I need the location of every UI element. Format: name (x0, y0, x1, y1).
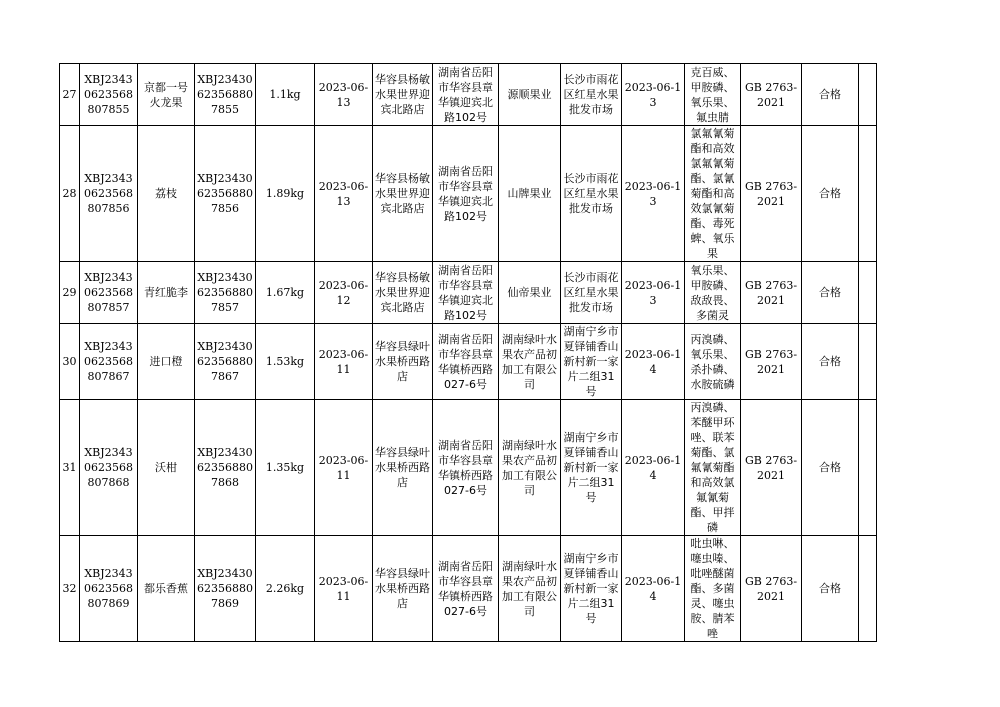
sampling-date: 2023-06-13 (315, 126, 373, 262)
result: 合格 (802, 126, 859, 262)
seller-name: 华容县绿叶水果桥西路店 (373, 324, 433, 400)
sample-number: XBJ23430623568807856 (80, 126, 138, 262)
brand-name: 山牌果业 (499, 126, 561, 262)
origin-address: 湖南宁乡市夏铎铺香山新村新一家片二组31号 (561, 400, 622, 536)
sample-quantity: 2.26kg (256, 536, 315, 642)
origin-address: 湖南宁乡市夏铎铺香山新村新一家片二组31号 (561, 536, 622, 642)
note (859, 262, 877, 324)
origin-address: 湖南宁乡市夏铎铺香山新村新一家片二组31号 (561, 324, 622, 400)
production-date: 2023-06-13 (622, 262, 685, 324)
sampling-date: 2023-06-11 (315, 536, 373, 642)
sampling-date: 2023-06-13 (315, 64, 373, 126)
table-row (60, 126, 877, 262)
product-name: 进口橙 (138, 324, 195, 400)
sample-code: XBJ23430623568807867 (195, 324, 256, 400)
table-row (60, 64, 877, 126)
product-name: 青红脆李 (138, 262, 195, 324)
result: 合格 (802, 64, 859, 126)
sample-quantity: 1.67kg (256, 262, 315, 324)
sampling-date: 2023-06-12 (315, 262, 373, 324)
test-items: 丙溴磷、苯醚甲环唑、联苯菊酯、氯氟氰菊酯和高效氯氟氰菊酯、甲拌磷 (685, 400, 741, 536)
row-seq: 27 (60, 64, 80, 126)
standard: GB 2763-2021 (741, 126, 802, 262)
result: 合格 (802, 262, 859, 324)
origin-address: 长沙市雨花区红星水果批发市场 (561, 126, 622, 262)
seller-name: 华容县绿叶水果桥西路店 (373, 400, 433, 536)
brand-name: 湖南绿叶水果农产品初加工有限公司 (499, 324, 561, 400)
seller-address: 湖南省岳阳市华容县章华镇迎宾北路102号 (433, 262, 499, 324)
test-items: 克百威、甲胺磷、氧乐果、氟虫腈 (685, 64, 741, 126)
sample-quantity: 1.53kg (256, 324, 315, 400)
product-name: 沃柑 (138, 400, 195, 536)
sample-code: XBJ23430623568807855 (195, 64, 256, 126)
brand-name: 湖南绿叶水果农产品初加工有限公司 (499, 400, 561, 536)
seller-address: 湖南省岳阳市华容县章华镇桥西路027-6号 (433, 324, 499, 400)
production-date: 2023-06-14 (622, 536, 685, 642)
brand-name: 仙帝果业 (499, 262, 561, 324)
inspection-results-table (59, 63, 877, 642)
seller-name: 华容县杨敏水果世界迎宾北路店 (373, 126, 433, 262)
result: 合格 (802, 536, 859, 642)
standard: GB 2763-2021 (741, 536, 802, 642)
brand-name: 湖南绿叶水果农产品初加工有限公司 (499, 536, 561, 642)
sample-number: XBJ23430623568807869 (80, 536, 138, 642)
table-row (60, 324, 877, 400)
result: 合格 (802, 324, 859, 400)
standard: GB 2763-2021 (741, 262, 802, 324)
production-date: 2023-06-13 (622, 126, 685, 262)
standard: GB 2763-2021 (741, 324, 802, 400)
sample-number: XBJ23430623568807868 (80, 400, 138, 536)
product-name: 都乐香蕉 (138, 536, 195, 642)
sample-quantity: 1.89kg (256, 126, 315, 262)
sample-code: XBJ23430623568807869 (195, 536, 256, 642)
standard: GB 2763-2021 (741, 400, 802, 536)
row-seq: 29 (60, 262, 80, 324)
sample-number: XBJ23430623568807857 (80, 262, 138, 324)
sample-number: XBJ23430623568807867 (80, 324, 138, 400)
note (859, 536, 877, 642)
sample-quantity: 1.35kg (256, 400, 315, 536)
table-row (60, 400, 877, 536)
table-row (60, 262, 877, 324)
result: 合格 (802, 400, 859, 536)
row-seq: 32 (60, 536, 80, 642)
test-items: 吡虫啉、噻虫嗪、吡唑醚菌酯、多菌灵、噻虫胺、腈苯唑 (685, 536, 741, 642)
seller-address: 湖南省岳阳市华容县章华镇桥西路027-6号 (433, 536, 499, 642)
test-items: 氯氟氰菊酯和高效氯氟氰菊酯、氯氰菊酯和高效氯氰菊酯、毒死蜱、氧乐果 (685, 126, 741, 262)
seller-name: 华容县杨敏水果世界迎宾北路店 (373, 64, 433, 126)
sampling-date: 2023-06-11 (315, 324, 373, 400)
note (859, 324, 877, 400)
sampling-date: 2023-06-11 (315, 400, 373, 536)
sample-code: XBJ23430623568807857 (195, 262, 256, 324)
sample-code: XBJ23430623568807856 (195, 126, 256, 262)
sample-number: XBJ23430623568807855 (80, 64, 138, 126)
row-seq: 30 (60, 324, 80, 400)
production-date: 2023-06-14 (622, 400, 685, 536)
seller-address: 湖南省岳阳市华容县章华镇迎宾北路102号 (433, 64, 499, 126)
standard: GB 2763-2021 (741, 64, 802, 126)
seller-name: 华容县杨敏水果世界迎宾北路店 (373, 262, 433, 324)
sample-quantity: 1.1kg (256, 64, 315, 126)
note (859, 400, 877, 536)
production-date: 2023-06-13 (622, 64, 685, 126)
production-date: 2023-06-14 (622, 324, 685, 400)
seller-name: 华容县绿叶水果桥西路店 (373, 536, 433, 642)
row-seq: 28 (60, 126, 80, 262)
product-name: 荔枝 (138, 126, 195, 262)
brand-name: 源顺果业 (499, 64, 561, 126)
product-name: 京都一号火龙果 (138, 64, 195, 126)
row-seq: 31 (60, 400, 80, 536)
note (859, 126, 877, 262)
seller-address: 湖南省岳阳市华容县章华镇迎宾北路102号 (433, 126, 499, 262)
note (859, 64, 877, 126)
table-row (60, 536, 877, 642)
seller-address: 湖南省岳阳市华容县章华镇桥西路027-6号 (433, 400, 499, 536)
origin-address: 长沙市雨花区红星水果批发市场 (561, 64, 622, 126)
origin-address: 长沙市雨花区红星水果批发市场 (561, 262, 622, 324)
test-items: 氧乐果、甲胺磷、敌敌畏、多菌灵 (685, 262, 741, 324)
sample-code: XBJ23430623568807868 (195, 400, 256, 536)
test-items: 丙溴磷、氧乐果、杀扑磷、水胺硫磷 (685, 324, 741, 400)
